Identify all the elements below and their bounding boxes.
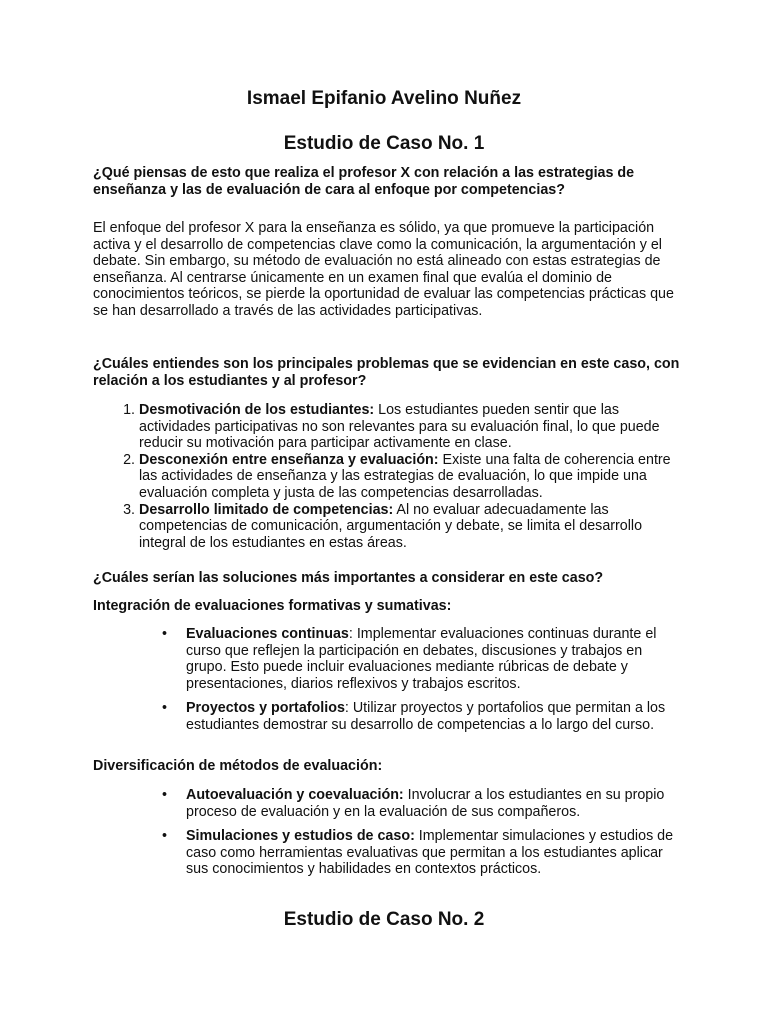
bullet-icon: • [162,828,168,845]
list-item [139,452,673,502]
answer-1-paragraph: El enfoque del profesor X para la enseñanza es sólido, ya que promueve la participación activa y el desarrollo de competencias clave como la comunicación, la argumentación y el debate. Sin embargo, su método de evaluación no está alineado con estas estrategias de enseñanza. Al centrarse únicamente en un examen final que evalúa el dominio de conocimientos teóricos, se pierde la oportunidad de evaluar las competencias prácticas que se han desarrollado a través de las actividades participativas. [93,220,674,319]
list-item [139,402,673,452]
problem-text: Existe una falta de coherencia entre las actividades de enseñanza y las estrategias de evaluación, lo que impide una evaluación completa y justa de las competencias desarrolladas. [139,451,671,501]
diversification-list [140,787,680,886]
case-2-title: Estudio de Caso No. 2 [283,909,485,930]
item-title: Proyectos y portafolios [186,700,345,717]
problem-text: Al no evaluar adecuadamente las competencias de comunicación, argumentación y debate, se limita el desarrollo integral de los estudiantes en estas áreas. [139,501,643,551]
question-2: ¿Cuáles entiendes son los principales problemas que se evidencian en este caso, con relación a los estudiantes y al profesor? [93,356,680,389]
problems-list [93,402,673,551]
item-text: : Implementar evaluaciones continuas durante el curso que reflejen la participación en debates, discusiones y trabajos en grupo. Esto puede incluir evaluaciones mediante rúbricas de debate y presentaciones, diarios reflexivos y trabajos escritos. [186,626,657,692]
list-item [162,828,680,878]
item-title: Evaluaciones continuas [186,626,349,642]
bullet-icon: • [162,700,168,717]
integration-list [140,626,680,742]
case-1-title: Estudio de Caso No. 1 [283,133,485,154]
list-item [162,787,680,820]
item-text: Implementar simulaciones y estudios de caso como herramientas evaluativas que permitan a los estudiantes aplicar sus conocimientos y habilidades en contextos prácticos. [186,828,674,878]
question-3: ¿Cuáles serían las soluciones más importantes a considerar en este caso? [93,570,604,586]
list-item [139,502,673,552]
list-item [162,700,680,733]
problem-title: Desconexión entre enseñanza y evaluación: [139,451,439,468]
diversification-heading: Diversificación de métodos de evaluación: [93,758,383,774]
bullet-icon: • [162,626,168,642]
problem-text: Los estudiantes pueden sentir que las actividades participativas no son relevantes para su evaluación final, lo que puede reducir su motivación para participar activamente en clase. [139,402,660,452]
question-1: ¿Qué piensas de esto que realiza el profesor X con relación a las estrategias de enseñanza y las de evaluación de cara al enfoque por competencias? [93,165,635,198]
integration-heading: Integración de evaluaciones formativas y sumativas: [93,598,452,614]
problem-title: Desarrollo limitado de competencias: [139,501,394,518]
problem-title: Desmotivación de los estudiantes: [139,402,375,418]
list-item [162,626,680,692]
item-title: Simulaciones y estudios de caso: [186,828,415,845]
item-text: : Utilizar proyectos y portafolios que permitan a los estudiantes demostrar su desarrollo de competencias a lo largo del curso. [186,700,666,733]
bullet-icon: • [162,787,168,803]
item-title: Autoevaluación y coevaluación: [186,787,404,803]
author-name: Ismael Epifanio Avelino Nuñez [246,88,522,109]
item-text: Involucrar a los estudiantes en su propio proceso de evaluación y en la evaluación de sus compañeros. [186,787,665,820]
